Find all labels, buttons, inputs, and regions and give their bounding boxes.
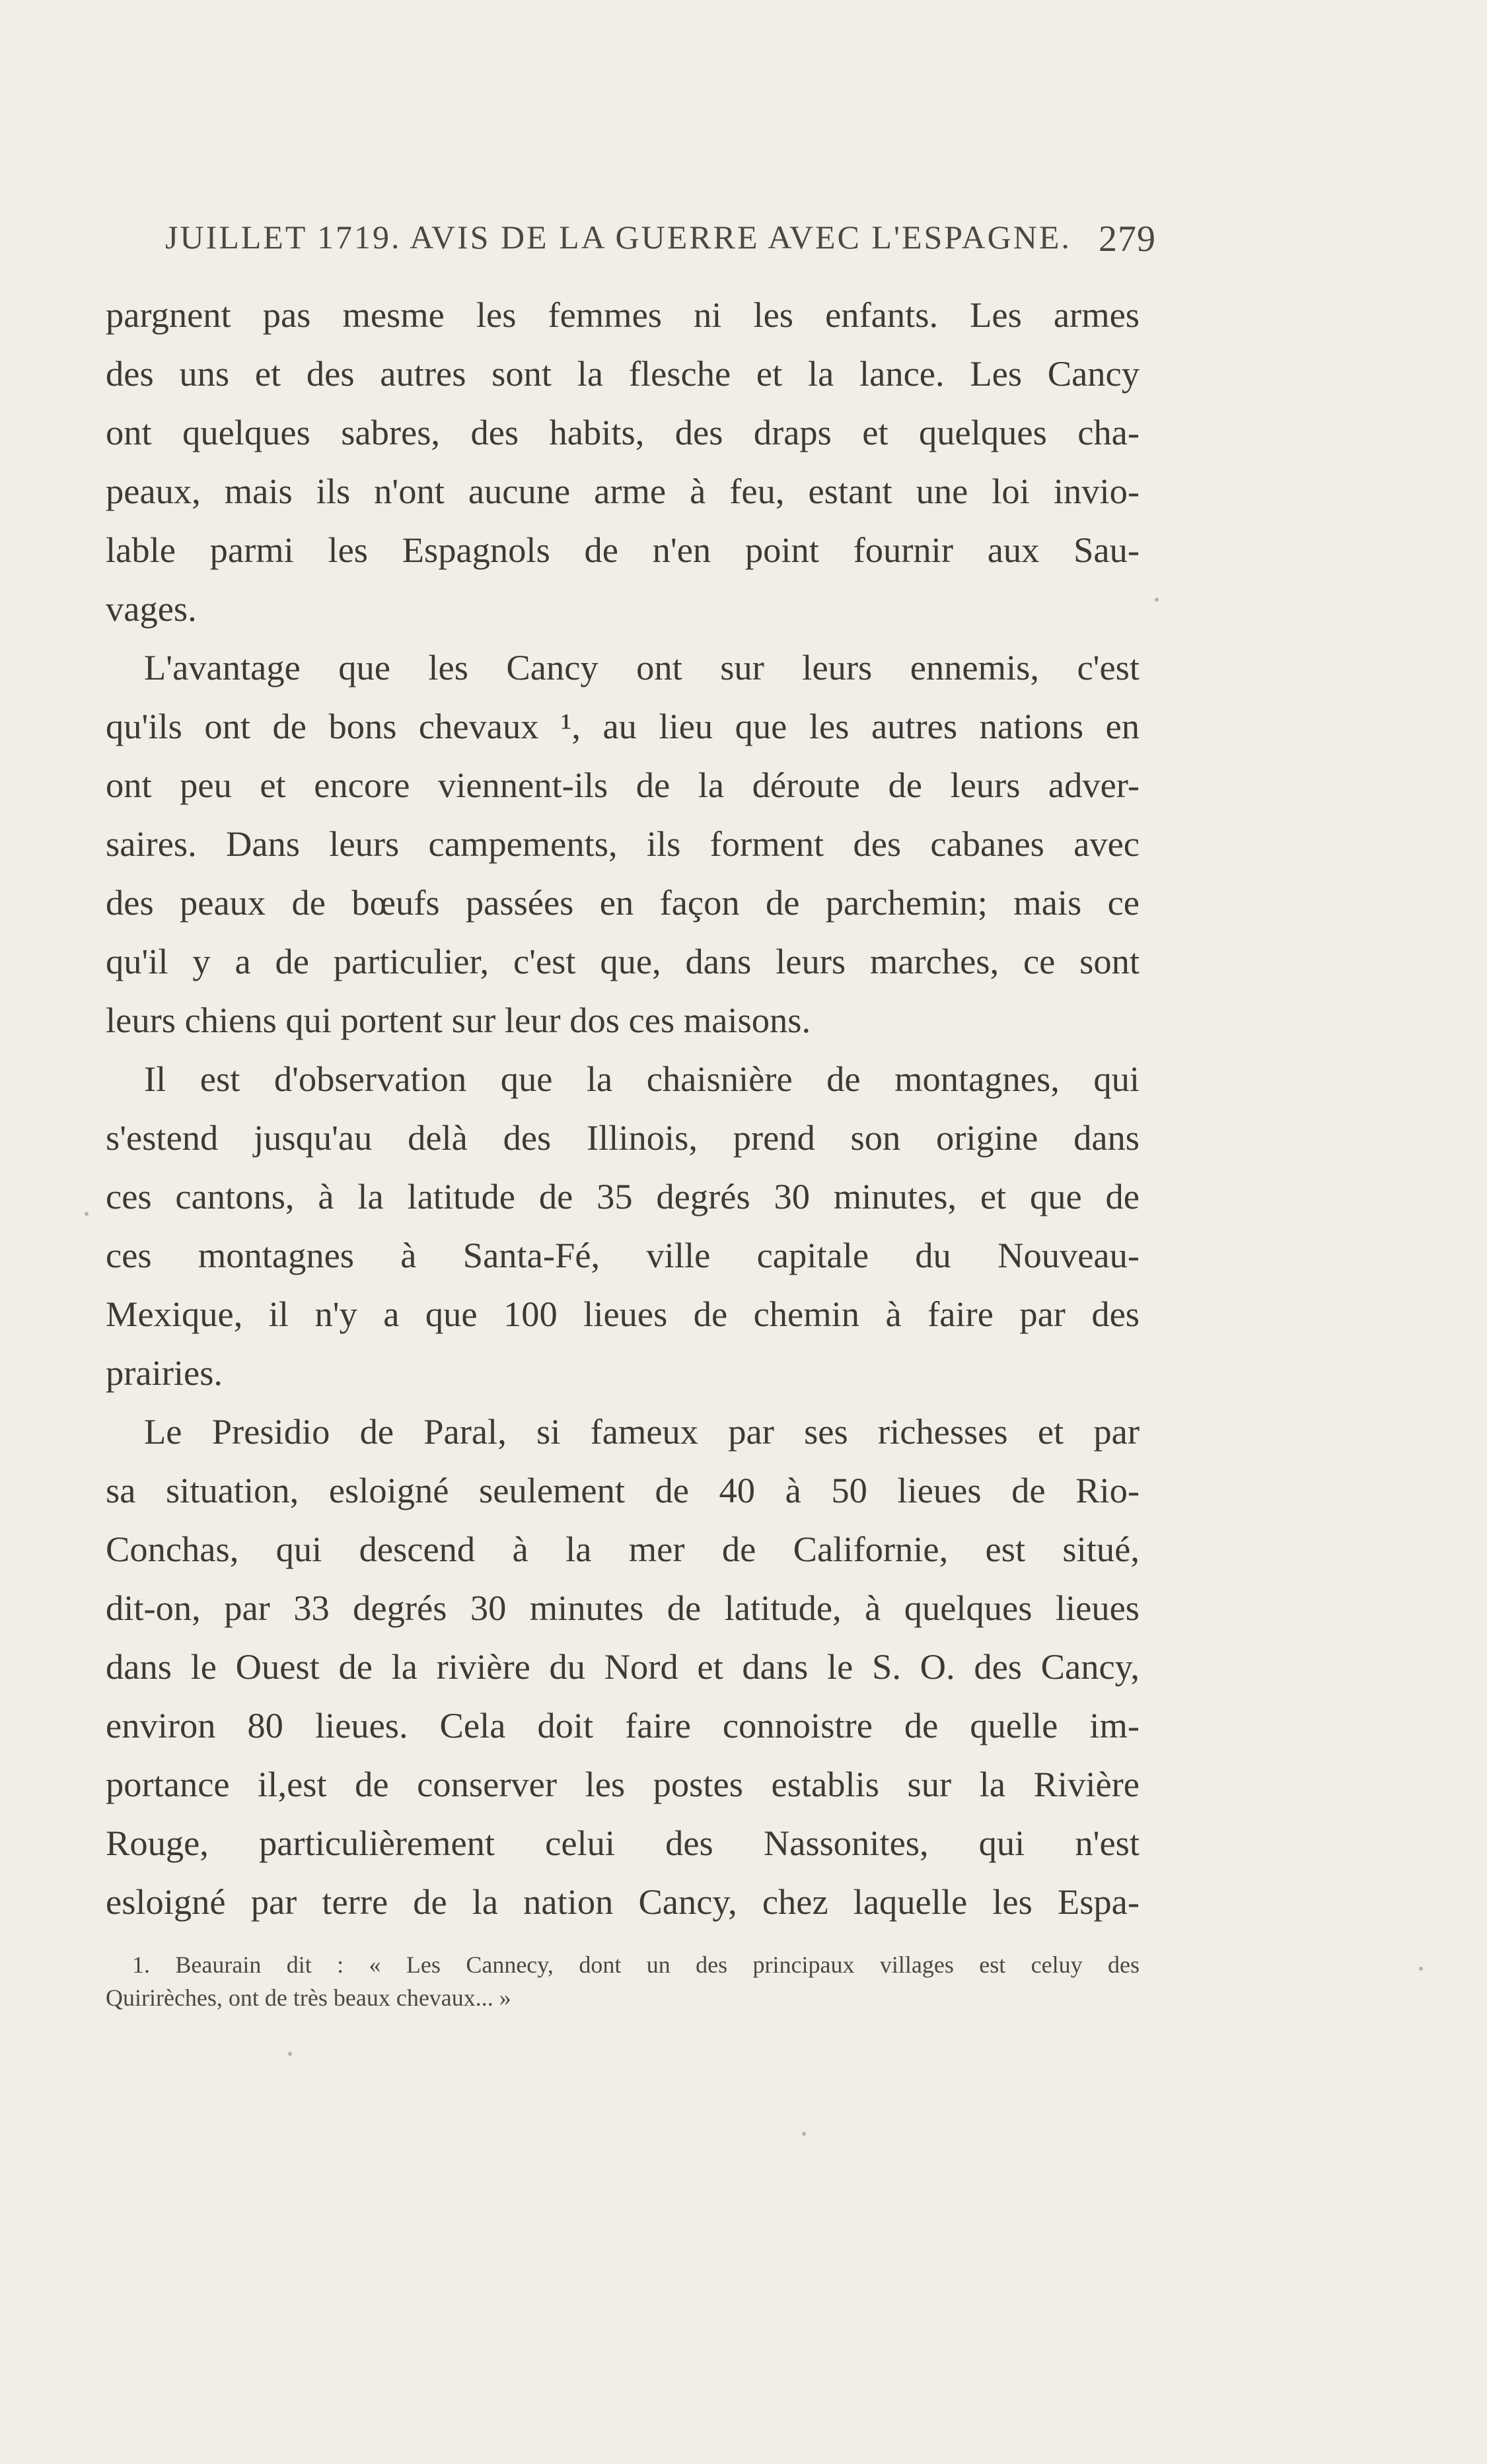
text-line: Le Presidio de Paral, si fameux par ses richesses et par <box>144 1411 1140 1452</box>
text-line: ont quelques sabres, des habits, des draps et quelques cha- <box>106 412 1140 452</box>
text-line: qu'il y a de particulier, c'est que, dans leurs marches, ce sont <box>106 941 1140 981</box>
page-header <box>165 218 1156 271</box>
paper-speck <box>85 1212 89 1216</box>
paper-speck <box>288 2052 292 2056</box>
body-text <box>106 285 1140 1931</box>
text-line: pargnent pas mesme les femmes ni les enfants. Les armes <box>106 295 1140 335</box>
text-line: qu'ils ont de bons chevaux ¹, au lieu que les autres nations en <box>106 706 1140 746</box>
text-line: des peaux de bœufs passées en façon de parchemin; mais ce <box>106 882 1140 923</box>
running-title: JUILLET 1719. AVIS DE LA GUERRE AVEC L'ESPAGNE. <box>165 219 1071 256</box>
text-line: dans le Ouest de la rivière du Nord et dans le S. O. des Cancy, <box>106 1646 1140 1687</box>
text-line: leurs chiens qui portent sur leur dos ces maisons. <box>106 1000 811 1040</box>
text-line: vages. <box>106 588 197 629</box>
text-line: Conchas, qui descend à la mer de Californie, est situé, <box>106 1529 1140 1569</box>
text-line: L'avantage que les Cancy ont sur leurs ennemis, c'est <box>144 647 1140 687</box>
text-line: ces montagnes à Santa-Fé, ville capitale du Nouveau- <box>106 1235 1140 1275</box>
paper-speck <box>1419 1967 1423 1971</box>
text-line: dit-on, par 33 degrés 30 minutes de latitude, à quelques lieues <box>106 1588 1140 1628</box>
paper-speck <box>802 2132 806 2136</box>
text-line: prairies. <box>106 1353 223 1393</box>
text-line: esloigné par terre de la nation Cancy, chez laquelle les Espa- <box>106 1882 1140 1922</box>
text-line: ont peu et encore viennent-ils de la déroute de leurs adver- <box>106 765 1140 805</box>
footnote-line: 1. Beaurain dit : « Les Cannecy, dont un des principaux villages est celuy des <box>132 1952 1140 1978</box>
footnote <box>106 1948 1140 2014</box>
text-line: saires. Dans leurs campements, ils forment des cabanes avec <box>106 824 1140 864</box>
text-line: sa situation, esloigné seulement de 40 à 50 lieues de Rio- <box>106 1470 1140 1510</box>
text-line: des uns et des autres sont la flesche et la lance. Les Cancy <box>106 353 1140 394</box>
text-line: ces cantons, à la latitude de 35 degrés 30 minutes, et que de <box>106 1176 1140 1216</box>
text-line: s'estend jusqu'au delà des Illinois, prend son origine dans <box>106 1117 1140 1158</box>
text-line: environ 80 lieues. Cela doit faire connoistre de quelle im- <box>106 1705 1140 1745</box>
paper-speck <box>1155 598 1159 602</box>
text-line: Il est d'observation que la chaisnière de montagnes, qui <box>144 1059 1140 1099</box>
text-line: Rouge, particulièrement celui des Nassonites, qui n'est <box>106 1823 1140 1863</box>
text-line: Mexique, il n'y a que 100 lieues de chemin à faire par des <box>106 1294 1140 1334</box>
text-line: lable parmi les Espagnols de n'en point fournir aux Sau- <box>106 530 1140 570</box>
text-line: portance il,est de conserver les postes establis sur la Rivière <box>106 1764 1140 1804</box>
text-line: peaux, mais ils n'ont aucune arme à feu, estant une loi invio- <box>106 471 1140 511</box>
page-number: 279 <box>1099 219 1156 260</box>
footnote-line: Quirirèches, ont de très beaux chevaux... » <box>106 1985 511 2011</box>
